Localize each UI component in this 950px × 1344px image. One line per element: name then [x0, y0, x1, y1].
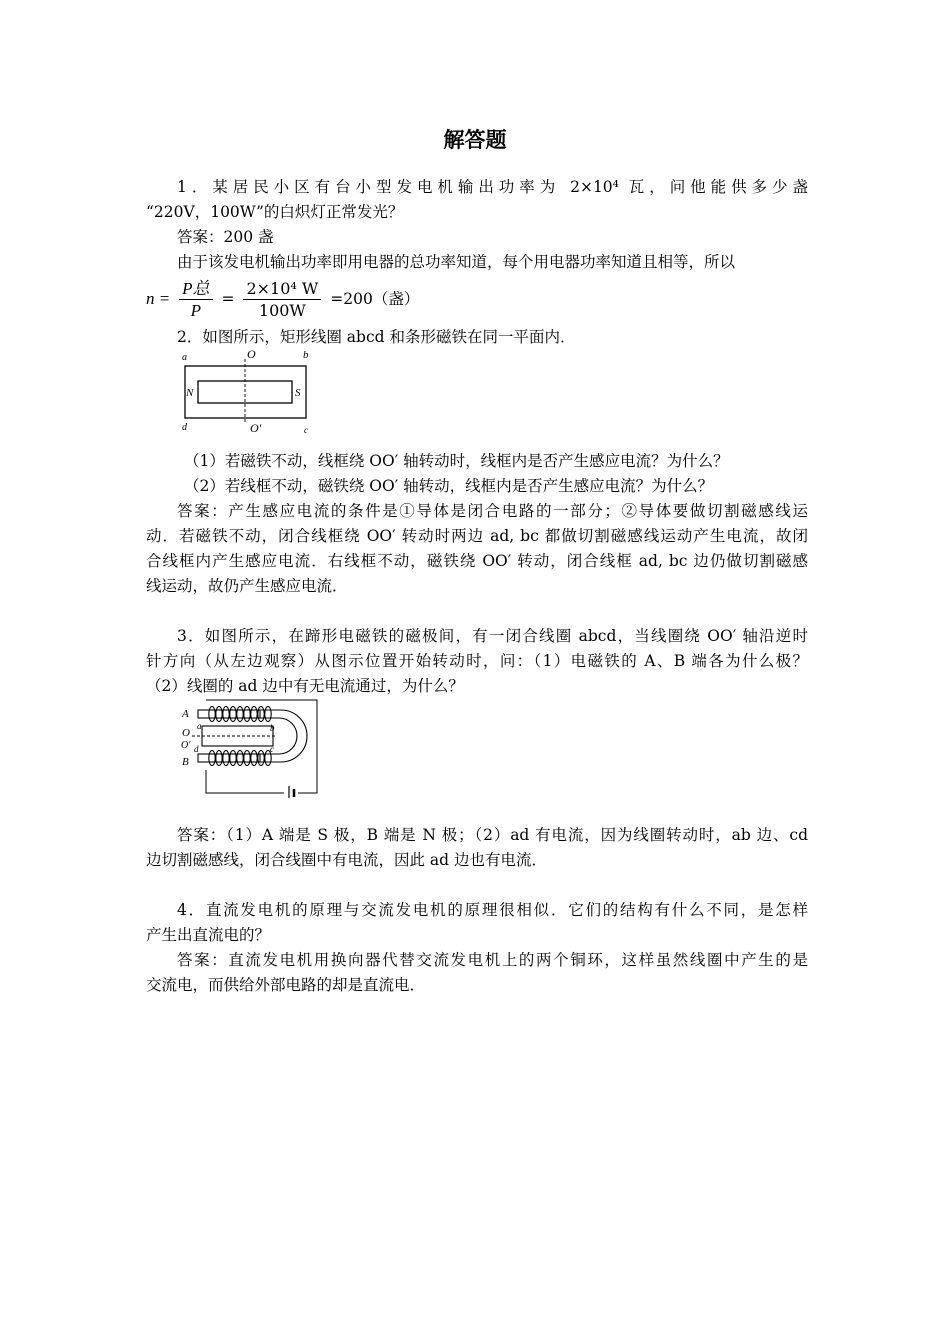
q1-answer: 答案：200 盏 [177, 228, 274, 246]
q3-answer-line-2: 边切割磁感线，闭合线圈中有电流，因此 ad 边也有电流． [146, 851, 548, 869]
q2-answer-line-4: 线运动，故仍产生感应电流． [146, 577, 348, 595]
q3-line-3: （2）线圈的 ad 边中有无电流通过，为什么？ [146, 677, 464, 695]
fraction-2-denominator: 100W [258, 300, 306, 320]
q1-line-1: 1．某居民小区有台小型发电机输出功率为 2×10⁴ 瓦，问他能供多少盏 [177, 178, 808, 196]
formula-result: =200（盏） [330, 290, 420, 308]
label-d: d [194, 744, 199, 754]
formula-lhs: n = [146, 289, 171, 308]
label-O: O [247, 347, 256, 361]
label-a: a [182, 352, 187, 363]
q3-figure-electromagnet [176, 696, 322, 798]
label-N: N [186, 387, 194, 399]
label-A: A [182, 708, 189, 720]
label-b: b [303, 349, 309, 361]
label-d: d [182, 422, 187, 433]
label-S: S [295, 387, 301, 399]
q3-answer-line-1: 答案：（1）A 端是 S 极，B 端是 N 极；（2）ad 有电流，因为线圈转动时，ab 边、cd [177, 826, 808, 844]
formula-equals: = [221, 290, 235, 308]
fraction-1-numerator: P总 [179, 279, 212, 300]
q2-sub-question-1: （1）若磁铁不动，线框绕 OO′ 轴转动时，线框内是否产生感应电流？为什么？ [184, 452, 729, 470]
q2-answer-line-1: 答案：产生感应电流的条件是①导体是闭合电路的一部分；②导体要做切割磁感线运 [177, 502, 808, 520]
label-c: c [270, 744, 274, 754]
formula-fraction-2 [243, 279, 321, 322]
q1-formula [146, 275, 808, 323]
label-b: b [270, 723, 275, 733]
q4-line-1: 4．直流发电机的原理与交流发电机的原理很相似．它们的结构有什么不同，是怎样 [177, 901, 808, 919]
q4-answer-line-2: 交流电，而供给外部电路的却是直流电． [146, 976, 426, 994]
q4-answer-line-1: 答案：直流发电机用换向器代替交流发电机上的两个铜环，这样虽然线圈中产生的是 [177, 951, 808, 969]
label-a: a [197, 721, 202, 731]
label-O-prime: O′ [181, 740, 191, 751]
formula-fraction-1 [179, 279, 212, 322]
q2-answer-line-3: 合线框内产生感应电流．右线框不动，磁铁绕 OO′ 转动，闭合线框 ad, bc 边仍做切割磁感 [146, 552, 808, 570]
label-B: B [182, 756, 189, 768]
q2-sub-question-2: （2）若线框不动，磁铁绕 OO′ 轴转动，线框内是否产生感应电流？为什么？ [184, 477, 714, 495]
circuit-wire-bottom-left [206, 770, 284, 793]
q2-answer-line-2: 动．若磁铁不动，闭合线框绕 OO′ 转动时两边 ad, bc 都做切割磁感线运动产生电流，故闭 [146, 527, 808, 545]
page-title: 解答题 [443, 128, 507, 152]
q3-line-2: 针方向（从左边观察）从图示位置开始转动时，问：（1）电磁铁的 A、B 端各为什么极？ [146, 652, 808, 670]
fraction-1-denominator: P [190, 300, 202, 320]
rectangular-coil [185, 366, 306, 418]
label-O: O [182, 727, 190, 739]
q3-line-1: 3．如图所示，在蹄形电磁铁的磁极间，有一闭合线圈 abcd，当线圈绕 OO′ 轴沿逆时 [177, 627, 808, 645]
label-c: c [304, 425, 308, 435]
q2-figure-coil-magnet [176, 346, 316, 438]
fraction-2-numerator: 2×10⁴ W [243, 279, 321, 300]
label-O-prime: O′ [250, 421, 262, 435]
q1-line-2: “220V，100W”的白炽灯正常发光？ [146, 203, 404, 221]
q1-explanation: 由于该发电机输出功率即用电器的总功率知道，每个用电器功率知道且相等，所以 [177, 253, 736, 271]
q2-stem: 2．如图所示，矩形线圈 abcd 和条形磁铁在同一平面内． [177, 328, 576, 346]
q4-line-2: 产生出直流电的？ [146, 926, 271, 944]
